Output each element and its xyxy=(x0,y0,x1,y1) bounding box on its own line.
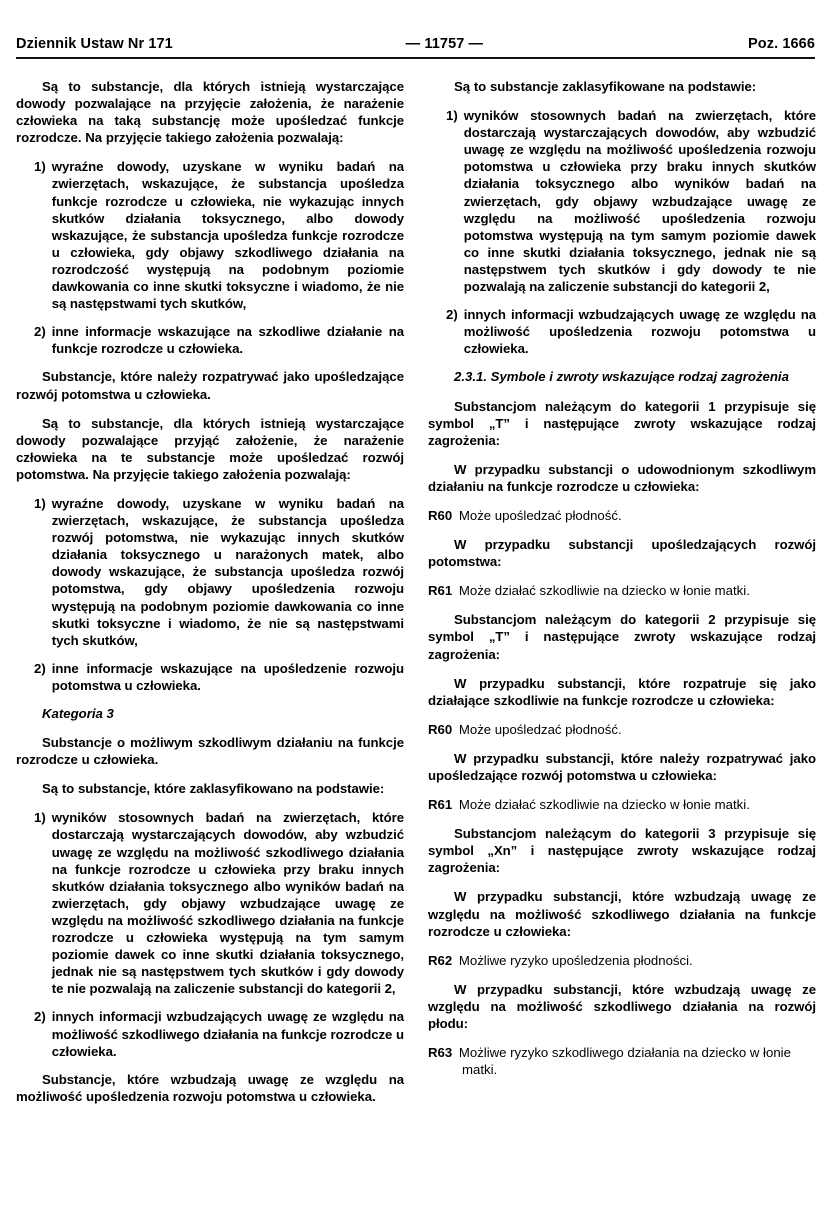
paragraph: Substancjom należącym do kategorii 2 przypisuje się symbol „T” i następujące zwroty wskazujące rodzaj zagrożenia: xyxy=(428,612,816,662)
paragraph: Są to substancje, dla których istnieją wystarczające dowody pozwalające przyjąć założenie, że narażenie człowieka na te substancje może upośledzać rozwój potomstwa. Na przyjęcie takiego założenia pozwalają: xyxy=(16,415,404,482)
paragraph: Są to substancje, dla których istnieją wystarczające dowody pozwalające na przyjęcie założenia, że narażenie człowieka na taką substancję może upośledzać funkcje rozrodcze. Na przyjęcie takiego założenia pozwalają: xyxy=(16,79,404,146)
paragraph: W przypadku substancji, które wzbudzają uwagę ze względu na możliwość szkodliwego działania na funkcje rozrodcze u człowieka: xyxy=(428,889,816,939)
risk-phrase-text: Może działać szkodliwie na dziecko w łonie matki. xyxy=(458,797,750,813)
paragraph: Substancje, które należy rozpatrywać jako upośledzające rozwój potomstwa u człowieka. xyxy=(16,369,404,402)
body-columns xyxy=(16,78,815,1117)
list-item-marker: 2) xyxy=(34,1009,46,1025)
paragraph: W przypadku substancji, które należy rozpatrywać jako upośledzające rozwój potomstwa u człowieka: xyxy=(428,750,816,783)
running-head-row xyxy=(16,36,815,56)
item-number: Poz. 1666 xyxy=(748,36,815,52)
category-subheading: Kategoria 3 xyxy=(42,706,114,721)
running-head xyxy=(16,36,815,66)
risk-phrase-text: Może upośledzać płodność. xyxy=(458,507,622,523)
risk-phrase-text: Może upośledzać płodność. xyxy=(458,721,622,737)
risk-phrase-code: R60 xyxy=(428,721,453,737)
list-item-text: innych informacji wzbudzających uwagę ze względu na możliwość upośledzenia rozwoju potomstwa u człowieka. xyxy=(463,307,816,357)
journal-title: Dziennik Ustaw Nr 171 xyxy=(16,36,173,52)
page-number: — 11757 — xyxy=(405,36,484,52)
column-left xyxy=(16,78,404,1117)
risk-phrase-code: R61 xyxy=(428,583,453,599)
list-item-text: wyraźne dowody, uzyskane w wyniku badań na zwierzętach, wskazujące, że substancja upośledza funkcje rozrodcze u człowieka, nie wykazując innych skutków działania toksycznego, albo dowody wskazujące, że substancja upośledza funkcje rozrodcze u człowieka, gdy objawy szkodliwego działania na rozrodczość występują na podobnym poziomie dawkowania co inne skutki toksyczne i wiadomo, że nie są następstwami tych skutków, xyxy=(51,159,404,312)
list-item xyxy=(16,1008,404,1059)
list-item-marker: 2) xyxy=(34,324,46,340)
list-item xyxy=(428,306,816,357)
list-item-marker: 2) xyxy=(34,660,46,676)
risk-phrase xyxy=(428,507,816,524)
paragraph: Substancje o możliwym szkodliwym działaniu na funkcje rozrodcze u człowieka. xyxy=(16,735,404,768)
list-item xyxy=(16,495,404,649)
paragraph: Są to substancje zaklasyfikowane na podstawie: xyxy=(454,79,757,94)
risk-phrase xyxy=(428,952,816,969)
paragraph: W przypadku substancji, które wzbudzają uwagę ze względu na możliwość szkodliwego działania na rozwój płodu: xyxy=(428,981,816,1032)
section-heading: 2.3.1. Symbole i zwroty wskazujące rodzaj zagrożenia xyxy=(454,369,789,385)
risk-phrase xyxy=(428,721,816,738)
paragraph: W przypadku substancji, które rozpatruje się jako działające szkodliwie na funkcje rozrodcze u człowieka: xyxy=(428,675,816,708)
paragraph: Substancjom należącym do kategorii 3 przypisuje się symbol „Xn” i następujące zwroty wskazujące rodzaj zagrożenia: xyxy=(428,826,816,876)
risk-phrase xyxy=(428,1044,816,1078)
list-item-text: wyników stosownych badań na zwierzętach, które dostarczają wystarczających dowodów, aby wzbudzić uwagę ze względu na możliwość szkodliwego działania na funkcje rozrodcze u człowieka przy braku innych skutków działania toksycznego albo wyników badań na zwierzętach, gdy objawy wzbudzające uwagę ze względu na możliwość szkodliwego działania na funkcje rozrodcze u człowieka występują na tym samym poziomie dawek co inne skutki działania toksycznego, jednak nie są następstwem tych skutków i gdy dowody te nie pozwalają na zaliczenie substancji do kategorii 2, xyxy=(51,810,404,997)
paragraph: Substancjom należącym do kategorii 1 przypisuje się symbol „T” i następujące zwroty wskazujące rodzaj zagrożenia: xyxy=(428,398,816,448)
risk-phrase xyxy=(428,796,816,813)
column-right xyxy=(428,78,816,1117)
paragraph: W przypadku substancji o udowodnionym szkodliwym działaniu na funkcje rozrodcze u człowieka: xyxy=(428,461,816,494)
risk-phrase-text: Możliwe ryzyko szkodliwego działania na dziecko w łonie matki. xyxy=(458,1045,791,1078)
list-item-text: wyników stosownych badań na zwierzętach, które dostarczają wystarczających dowodów, aby wzbudzić uwagę ze względu na możliwość upośledzenia rozwoju potomstwa u człowieka przy braku innych skutków działania toksycznego albo wyników badań na zwierzętach, gdy objawy wzbudzające uwagę ze względu na możliwość upośledzenia rozwoju potomstwa występują na tym samym poziomie dawek co inne skutki działania toksycznego, jednak nie są następstwem tych skutków i gdy dowody te nie pozwalają na zaliczenie substancji do kategorii 2, xyxy=(463,108,816,295)
list-item xyxy=(16,809,404,997)
paragraph: Substancje, które wzbudzają uwagę ze względu na możliwość upośledzenia rozwoju potomstwa u człowieka. xyxy=(16,1071,404,1104)
list-item-marker: 1) xyxy=(34,810,46,826)
list-item-text: innych informacji wzbudzających uwagę ze względu na możliwość szkodliwego działania na funkcje rozrodcze u człowieka. xyxy=(51,1009,404,1059)
risk-phrase-code: R61 xyxy=(428,797,453,813)
list-item-text: wyraźne dowody, uzyskane w wyniku badań na zwierzętach, wskazujące, że substancja upośledza rozwój potomstwa, nie wykazując innych skutków działania toksycznego u narażonych matek, albo dowody wskazujące, że substancja upośledza rozwój potomstwa, gdy objawy upośledzenia rozwoju występują na podobnym poziomie dawkowania co inne skutki toksyczne i wiadomo, że nie są następstwami tych skutków, xyxy=(51,495,404,648)
list-item xyxy=(16,158,404,312)
risk-phrase-code: R60 xyxy=(428,507,453,523)
risk-phrase-text: Może działać szkodliwie na dziecko w łonie matki. xyxy=(458,583,750,599)
list-item-marker: 1) xyxy=(446,108,458,124)
list-item-marker: 1) xyxy=(34,159,46,175)
paragraph: Są to substancje, które zaklasyfikowano na podstawie: xyxy=(42,781,385,797)
list-item-marker: 1) xyxy=(34,495,46,511)
list-item-text: inne informacje wskazujące na szkodliwe działanie na funkcje rozrodcze u człowieka. xyxy=(51,324,404,357)
risk-phrase-code: R63 xyxy=(428,1045,453,1061)
list-item xyxy=(428,107,816,295)
paragraph: W przypadku substancji upośledzających rozwój potomstwa: xyxy=(428,537,816,570)
list-item-marker: 2) xyxy=(446,307,458,323)
risk-phrase xyxy=(428,582,816,599)
list-item xyxy=(16,323,404,357)
risk-phrase-code: R62 xyxy=(428,952,453,968)
header-rule xyxy=(16,57,815,59)
list-item xyxy=(16,660,404,694)
list-item-text: inne informacje wskazujące na upośledzenie rozwoju potomstwa u człowieka. xyxy=(51,660,404,693)
risk-phrase-text: Możliwe ryzyko upośledzenia płodności. xyxy=(458,952,693,968)
